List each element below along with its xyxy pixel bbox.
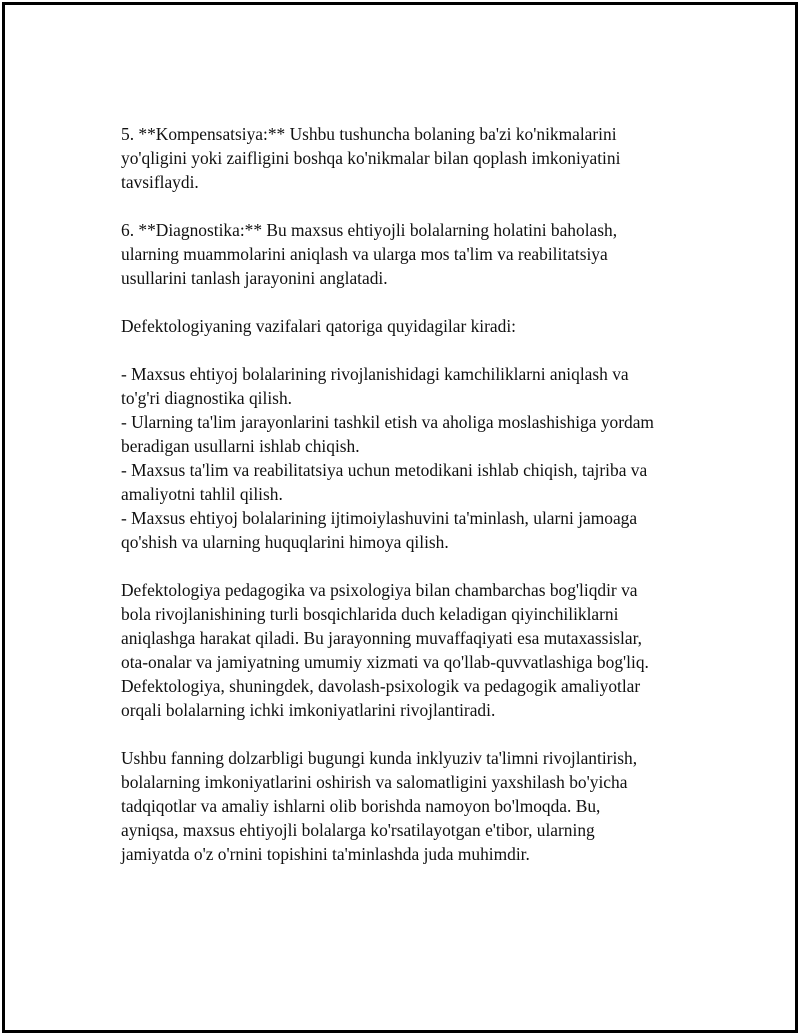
text-line: qo'shish va ularning huquqlarini himoya qilish. [121,532,449,552]
text-line: 5. **Kompensatsiya:** Ushbu tushuncha bolaning ba'zi ko'nikmalarini [121,124,617,144]
text-line: aniqlashga harakat qiladi. Bu jarayonning muvaffaqiyati esa mutaxassislar, [121,628,643,648]
text-line: Defektologiya pedagogika va psixologiya bilan chambarchas bog'liqdir va [121,580,638,600]
item-compensation [121,122,691,194]
text-line: tavsiflaydi. [121,172,199,192]
text-line: orqali bolalarning ichki imkoniyatlarini rivojlantiradi. [121,700,496,720]
tasks-intro [121,314,691,338]
text-line: - Maxsus ehtiyoj bolalarining rivojlanishidagi kamchiliklarni aniqlash va [121,364,629,384]
text-line: jamiyatda o'z o'rnini topishini ta'minlashda juda muhimdir. [121,844,530,864]
text-line: ularning muammolarini aniqlash va ularga mos ta'lim va reabilitatsiya [121,244,608,264]
text-line: ota-onalar va jamiyatning umumiy xizmati va qo'llab-quvvatlashiga bog'liq. [121,652,649,672]
text-line: Ushbu fanning dolzarbligi bugungi kunda inklyuziv ta'limni rivojlantirish, [121,748,638,768]
text-line: bola rivojlanishining turli bosqichlarida duch keladigan qiyinchiliklarni [121,604,619,624]
text-line: to'g'ri diagnostika qilish. [121,388,292,408]
document-body [121,122,691,890]
text-line: beradigan usullarni ishlab chiqish. [121,436,360,456]
text-line: yo'qligini yoki zaifligini boshqa ko'nikmalar bilan qoplash imkoniyatini [121,148,621,168]
text-line: Defektologiya, shuningdek, davolash-psixologik va pedagogik amaliyotlar [121,676,641,696]
text-line: Defektologiyaning vazifalari qatoriga quyidagilar kiradi: [121,316,517,336]
page-frame [2,2,798,1033]
list-item [121,458,691,506]
text-line: usullarini tanlash jarayonini anglatadi. [121,268,388,288]
text-line: tadqiqotlar va amaliy ishlarni olib borishda namoyon bo'lmoqda. Bu, [121,796,601,816]
paragraph-relation [121,578,691,722]
text-line: 6. **Diagnostika:** Bu maxsus ehtiyojli bolalarning holatini baholash, [121,220,618,240]
paragraph-relevance [121,746,691,866]
list-item [121,506,691,554]
text-line: bolalarning imkoniyatlarini oshirish va salomatligini yaxshilash bo'yicha [121,772,628,792]
list-item [121,362,691,410]
text-line: amaliyotni tahlil qilish. [121,484,283,504]
item-diagnostics [121,218,691,290]
text-line: - Maxsus ta'lim va reabilitatsiya uchun metodikani ishlab chiqish, tajriba va [121,460,648,480]
text-line: - Maxsus ehtiyoj bolalarining ijtimoiylashuvini ta'minlash, ularni jamoaga [121,508,638,528]
list-item [121,410,691,458]
text-line: ayniqsa, maxsus ehtiyojli bolalarga ko'rsatilayotgan e'tibor, ularning [121,820,595,840]
text-line: - Ularning ta'lim jarayonlarini tashkil etish va aholiga moslashishiga yordam [121,412,654,432]
tasks-list [121,362,691,554]
